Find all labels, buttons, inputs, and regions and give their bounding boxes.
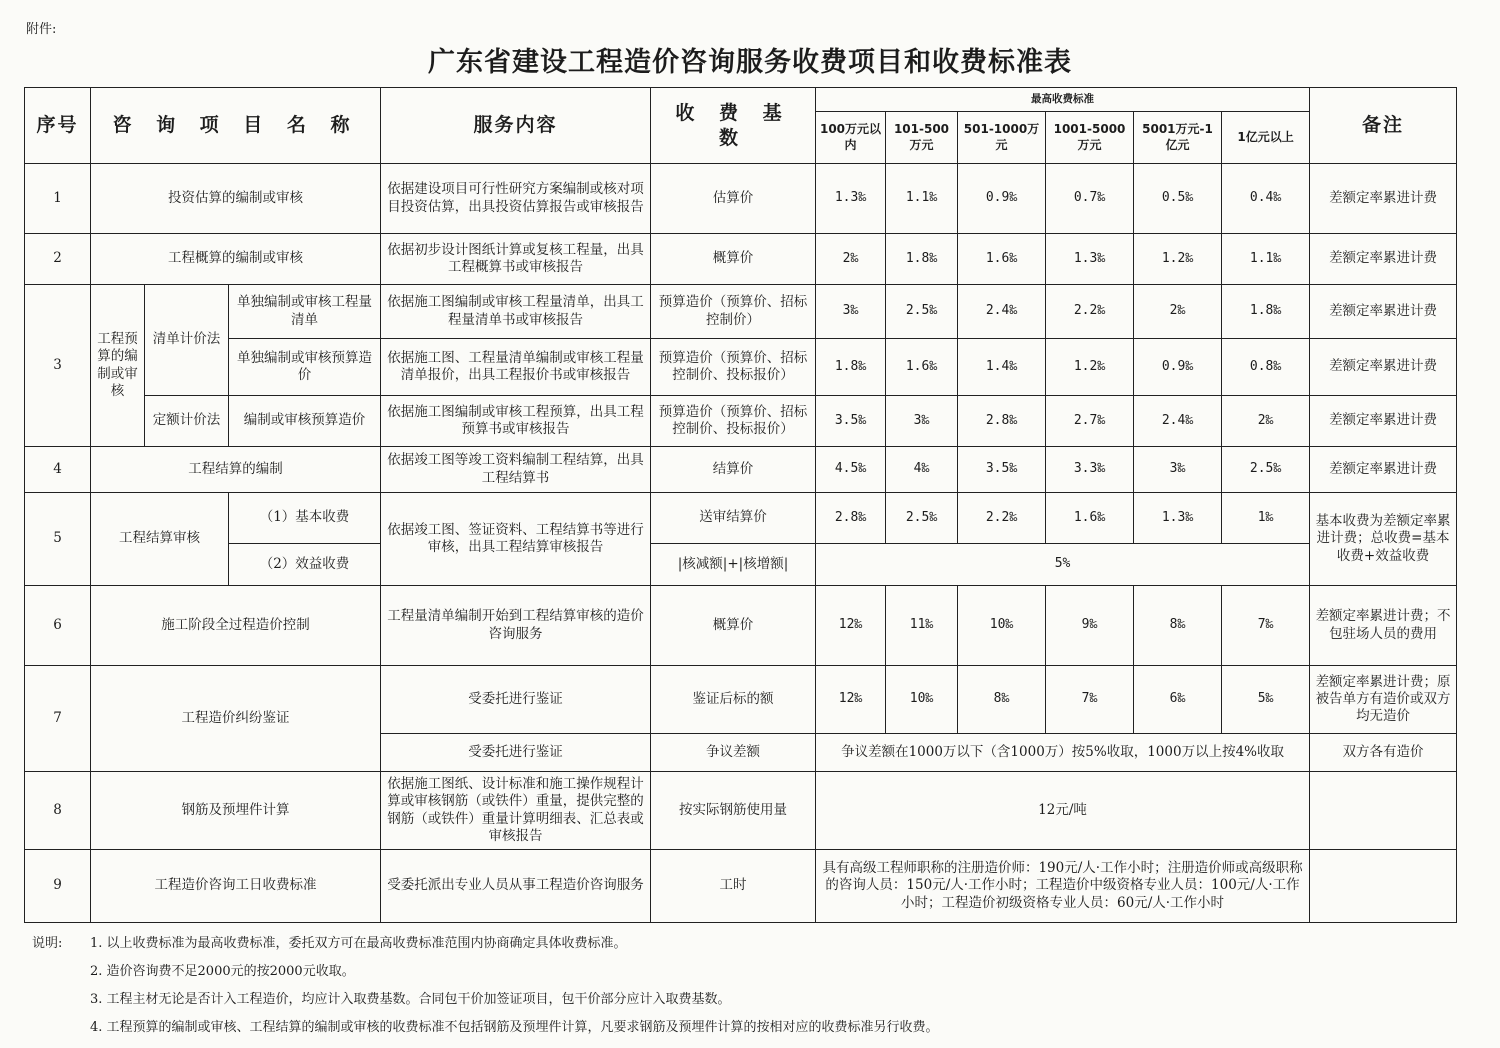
service-content: 工程量清单编制开始到工程结算审核的造价咨询服务: [381, 586, 651, 666]
service-content: 受委托进行鉴证: [381, 734, 651, 772]
note-line: [32, 986, 939, 1014]
remark: [1310, 850, 1457, 923]
rate-cell: 3‰: [1134, 447, 1222, 493]
header-tier: 100万元以内: [816, 112, 886, 164]
row-no: 1: [25, 164, 91, 234]
rate-cell: 1.3‰: [816, 164, 886, 234]
rate-cell: 4.5‰: [816, 447, 886, 493]
note-line: [32, 958, 939, 986]
row-no: 7: [25, 666, 91, 772]
rate-cell: 2.2‰: [958, 493, 1046, 544]
rate-cell: 10‰: [958, 586, 1046, 666]
fee-basis: 争议差额: [651, 734, 816, 772]
rate-cell: 2‰: [816, 234, 886, 285]
pricing-method-list: 清单计价法: [145, 285, 229, 396]
rate-cell: 8‰: [1134, 586, 1222, 666]
rate-cell: 4‰: [886, 447, 958, 493]
rate-cell: 3.5‰: [816, 396, 886, 447]
item-name: 工程结算的编制: [91, 447, 381, 493]
remark: 差额定率累进计费: [1310, 396, 1457, 447]
remark: 差额定率累进计费: [1310, 285, 1457, 339]
service-content: 依据竣工图、签证资料、工程结算书等进行审核，出具工程结算审核报告: [381, 493, 651, 586]
rate-cell: 0.5‰: [1134, 164, 1222, 234]
header-service: 服务内容: [381, 88, 651, 164]
rate-cell: 11‰: [886, 586, 958, 666]
rate-text: 争议差额在1000万以下（含1000万）按5%收取，1000万以上按4%收取: [816, 734, 1310, 772]
rate-text: 12元/吨: [816, 772, 1310, 850]
table-row: [25, 586, 1457, 666]
note-item: 2. 造价咨询费不足2000元的按2000元收取。: [90, 964, 355, 979]
rate-cell: 2.4‰: [1134, 396, 1222, 447]
fee-basis: 送审结算价: [651, 493, 816, 544]
table-row: [25, 234, 1457, 285]
item-group: 工程预算的编制或审核: [91, 285, 145, 447]
service-content: 依据建设项目可行性研究方案编制或核对项目投资估算，出具投资估算报告或审核报告: [381, 164, 651, 234]
rate-cell: 1.8‰: [886, 234, 958, 285]
item-name: 工程结算审核: [91, 493, 229, 586]
rate-cell: 3.3‰: [1046, 447, 1134, 493]
service-content: 受委托进行鉴证: [381, 666, 651, 734]
header-row-1: [25, 88, 1457, 112]
row-no: 3: [25, 285, 91, 447]
header-remarks: 备注: [1310, 88, 1457, 164]
header-tier: 5001万元-1亿元: [1134, 112, 1222, 164]
header-max-standard: 最高收费标准: [816, 88, 1310, 112]
page-title: 广东省建设工程造价咨询服务收费项目和收费标准表: [428, 47, 1072, 78]
rate-cell: 2.8‰: [958, 396, 1046, 447]
fee-basis: 结算价: [651, 447, 816, 493]
rate-cell: 1.6‰: [1046, 493, 1134, 544]
rate-cell: 1.2‰: [1046, 339, 1134, 396]
service-content: 依据施工图编制或审核工程预算，出具工程预算书或审核报告: [381, 396, 651, 447]
fee-table: [24, 87, 1457, 923]
rate-cell: 6‰: [1134, 666, 1222, 734]
fee-basis: 估算价: [651, 164, 816, 234]
rate-cell: 0.8‰: [1222, 339, 1310, 396]
rate-cell: 2.7‰: [1046, 396, 1134, 447]
header-basis: 收 费 基 数: [651, 88, 816, 164]
header-tier: 501-1000万元: [958, 112, 1046, 164]
rate-cell: 10‰: [886, 666, 958, 734]
rate-cell: 1‰: [1222, 493, 1310, 544]
rate-cell: 0.9‰: [1134, 339, 1222, 396]
remark: 差额定率累进计费: [1310, 234, 1457, 285]
rate-cell: 2‰: [1134, 285, 1222, 339]
pricing-method-quota: 定额计价法: [145, 396, 229, 447]
rate-cell: 7‰: [1222, 586, 1310, 666]
rate-cell: 0.7‰: [1046, 164, 1134, 234]
row-no: 2: [25, 234, 91, 285]
remark: [1310, 772, 1457, 850]
rate-cell: 1.8‰: [816, 339, 886, 396]
rate-cell: 3‰: [886, 396, 958, 447]
item-name: 工程造价咨询工日收费标准: [91, 850, 381, 923]
table-row: [25, 850, 1457, 923]
rate-cell: 1.8‰: [1222, 285, 1310, 339]
rate-cell: 3.5‰: [958, 447, 1046, 493]
fee-basis: 预算造价（预算价、招标控制价、投标报价）: [651, 339, 816, 396]
rate-cell: 8‰: [958, 666, 1046, 734]
service-content: 依据施工图编制或审核工程量清单，出具工程量清单书或审核报告: [381, 285, 651, 339]
table-row: [25, 666, 1457, 734]
rate-cell: 2.5‰: [886, 493, 958, 544]
fee-basis: 按实际钢筋使用量: [651, 772, 816, 850]
rate-cell: 0.9‰: [958, 164, 1046, 234]
notes-indent: [32, 1014, 90, 1042]
rate-cell: 1.6‰: [886, 339, 958, 396]
note-line: [32, 930, 939, 958]
rate-cell: 2‰: [1222, 396, 1310, 447]
rate-cell: 2.4‰: [958, 285, 1046, 339]
rate-cell: 5%: [816, 544, 1310, 586]
rate-cell: 1.3‰: [1134, 493, 1222, 544]
note-line: [32, 1014, 939, 1042]
rate-cell: 1.4‰: [958, 339, 1046, 396]
notes-label: 说明:: [32, 936, 63, 951]
rate-cell: 7‰: [1046, 666, 1134, 734]
table-row: [25, 447, 1457, 493]
fee-basis: 预算造价（预算价、招标控制价、投标报价）: [651, 396, 816, 447]
service-content: 依据施工图纸、设计标准和施工操作规程计算或审核钢筋（或铁件）重量，提供完整的钢筋（或铁件）重量计算明细表、汇总表或审核报告: [381, 772, 651, 850]
table-row: [25, 772, 1457, 850]
note-item: 1. 以上收费标准为最高收费标准，委托双方可在最高收费标准范围内协商确定具体收费标准。: [90, 936, 627, 951]
attachment-label: 附件:: [26, 22, 57, 37]
remark: 差额定率累进计费；原被告单方有造价或双方均无造价: [1310, 666, 1457, 734]
fee-basis: |核减额|+|核增额|: [651, 544, 816, 586]
header-tier: 1亿元以上: [1222, 112, 1310, 164]
table-row: [25, 544, 1457, 586]
item-name: 钢筋及预埋件计算: [91, 772, 381, 850]
header-no: 序号: [25, 88, 91, 164]
rate-cell: 12‰: [816, 586, 886, 666]
notes-indent: [32, 958, 90, 986]
row-no: 6: [25, 586, 91, 666]
header-tier: 1001-5000万元: [1046, 112, 1134, 164]
rate-cell: 9‰: [1046, 586, 1134, 666]
rate-cell: 1.3‰: [1046, 234, 1134, 285]
rate-cell: 1.6‰: [958, 234, 1046, 285]
note-item: 4. 工程预算的编制或审核、工程结算的编制或审核的收费标准不包括钢筋及预埋件计算，凡要求钢筋及预埋件计算的按相对应的收费标准另行收费。: [90, 1020, 939, 1035]
row-no: 4: [25, 447, 91, 493]
header-tier: 101-500万元: [886, 112, 958, 164]
table-row: [25, 164, 1457, 234]
rate-cell: 3‰: [816, 285, 886, 339]
service-content: 依据初步设计图纸计算或复核工程量，出具工程概算书或审核报告: [381, 234, 651, 285]
rate-cell: 2.2‰: [1046, 285, 1134, 339]
rate-cell: 1.2‰: [1134, 234, 1222, 285]
table-row: [25, 493, 1457, 544]
table-row: [25, 396, 1457, 447]
table-row: [25, 285, 1457, 339]
rate-cell: 0.4‰: [1222, 164, 1310, 234]
remark: 差额定率累进计费: [1310, 447, 1457, 493]
rate-cell: 2.5‰: [886, 285, 958, 339]
remark: 双方各有造价: [1310, 734, 1457, 772]
service-content: 依据施工图、工程量清单编制或审核工程量清单报价，出具工程报价书或审核报告: [381, 339, 651, 396]
rate-text: 具有高级工程师职称的注册造价师：190元/人·工作小时；注册造价师或高级职称的咨询人员：150元/人·工作小时；工程造价中级资格专业人员：100元/人·工作小时；工程造价初级资格专业人员：60元/人·工作小时: [816, 850, 1310, 923]
rate-cell: 1.1‰: [886, 164, 958, 234]
table-row: [25, 339, 1457, 396]
row-no: 9: [25, 850, 91, 923]
note-item: 3. 工程主材无论是否计入工程造价，均应计入取费基数。合同包干价加签证项目，包干价部分应计入取费基数。: [90, 992, 731, 1007]
notes: [32, 930, 939, 1042]
rate-cell: 12‰: [816, 666, 886, 734]
fee-basis: 鉴证后标的额: [651, 666, 816, 734]
remark: 差额定率累进计费；不包驻场人员的费用: [1310, 586, 1457, 666]
fee-basis: 工时: [651, 850, 816, 923]
item-name: 编制或审核预算造价: [229, 396, 381, 447]
fee-basis: 概算价: [651, 234, 816, 285]
rate-cell: 2.5‰: [1222, 447, 1310, 493]
row-no: 5: [25, 493, 91, 586]
fee-basis: 概算价: [651, 586, 816, 666]
remark: 基本收费为差额定率累进计费；总收费=基本收费+效益收费: [1310, 493, 1457, 586]
service-content: 依据竣工图等竣工资料编制工程结算，出具工程结算书: [381, 447, 651, 493]
service-content: 受委托派出专业人员从事工程造价咨询服务: [381, 850, 651, 923]
sub-item-label: （2）效益收费: [229, 544, 381, 586]
row-no: 8: [25, 772, 91, 850]
header-item: 咨 询 项 目 名 称: [91, 88, 381, 164]
notes-indent: [32, 986, 90, 1014]
item-name: 单独编制或审核预算造价: [229, 339, 381, 396]
item-name: 投资估算的编制或审核: [91, 164, 381, 234]
sub-item-label: （1）基本收费: [229, 493, 381, 544]
remark: 差额定率累进计费: [1310, 339, 1457, 396]
rate-cell: 1.1‰: [1222, 234, 1310, 285]
rate-cell: 2.8‰: [816, 493, 886, 544]
remark: 差额定率累进计费: [1310, 164, 1457, 234]
rate-cell: 5‰: [1222, 666, 1310, 734]
item-name: 单独编制或审核工程量清单: [229, 285, 381, 339]
item-name: 工程概算的编制或审核: [91, 234, 381, 285]
fee-basis: 预算造价（预算价、招标控制价）: [651, 285, 816, 339]
item-name: 施工阶段全过程造价控制: [91, 586, 381, 666]
item-name: 工程造价纠纷鉴证: [91, 666, 381, 772]
